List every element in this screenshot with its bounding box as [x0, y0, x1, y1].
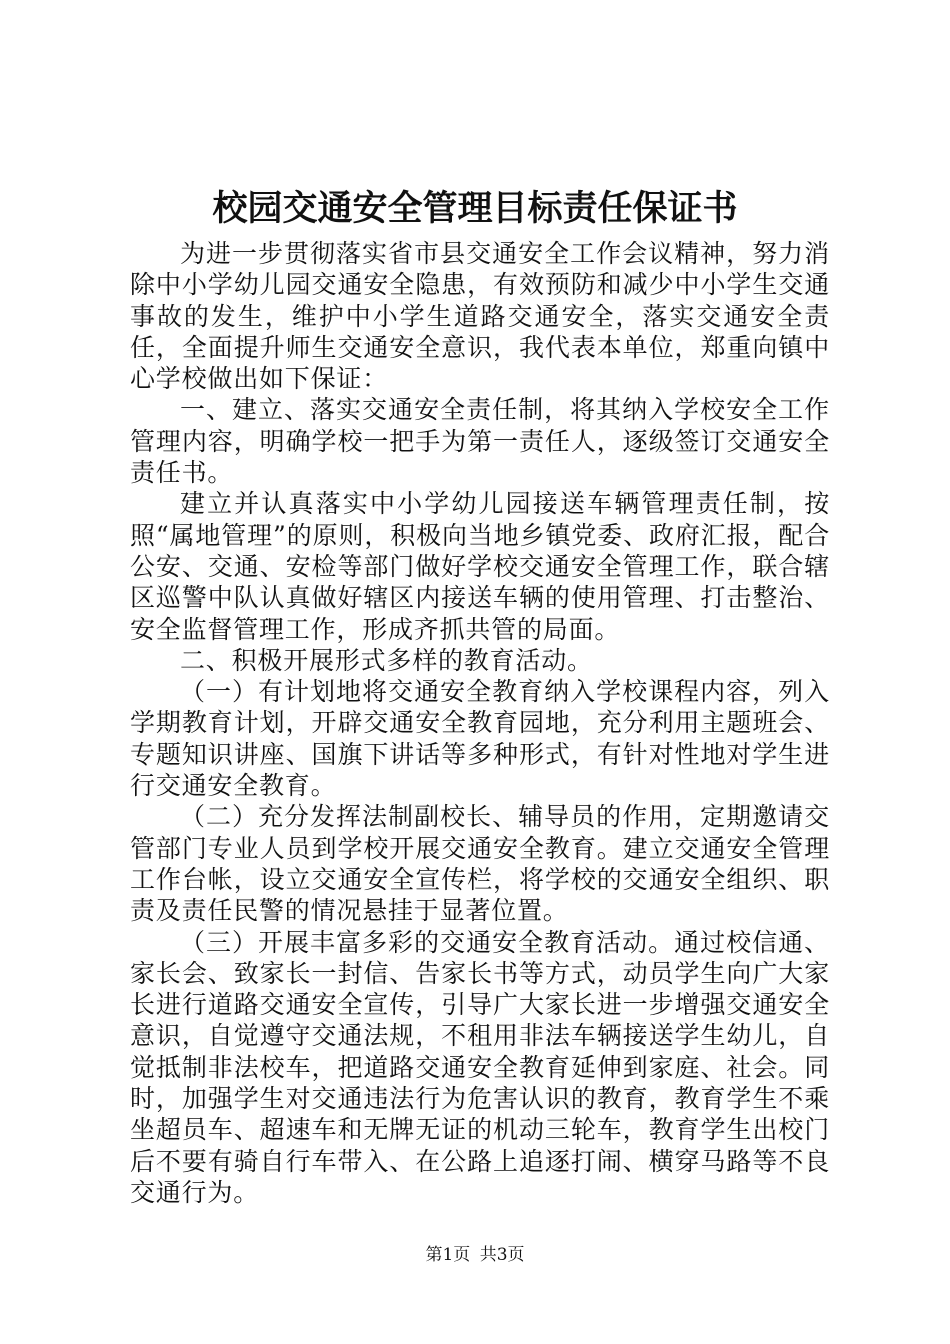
document-body: [130, 238, 830, 1208]
paragraph-section-2: 二、积极开展形式多样的教育活动。: [180, 645, 593, 675]
page-number-total: 共3页: [479, 1245, 525, 1265]
page-footer: [0, 1243, 950, 1267]
paragraph-section-1: 一、建立、落实交通安全责任制，将其纳入学校安全工作管理内容，明确学校一把手为第一责任人，逐级签订交通安全责任书。: [130, 395, 830, 488]
page-number-current: 第1页: [425, 1245, 471, 1265]
paragraph-section-1-detail: 建立并认真落实中小学幼儿园接送车辆管理责任制，按照“属地管理”的原则，积极向当地乡镇党委、政府汇报，配合公安、交通、安检等部门做好学校交通安全管理工作，联合辖区巡警中队认真做好辖区内接送车辆的使用管理、打击整治、安全监督管理工作，形成齐抓共管的局面。: [130, 489, 830, 644]
paragraph-intro: 为进一步贯彻落实省市县交通安全工作会议精神，努力消除中小学幼儿园交通安全隐患，有效预防和减少中小学生交通事故的发生，维护中小学生道路交通安全，落实交通安全责任，全面提升师生交通安全意识，我代表本单位，郑重向镇中心学校做出如下保证：: [130, 239, 830, 394]
paragraph-item-3: （三）开展丰富多彩的交通安全教育活动。通过校信通、家长会、致家长一封信、告家长书等方式，动员学生向广大家长进行道路交通安全宣传，引导广大家长进一步增强交通安全意识，自觉遵守交通法规，不租用非法车辆接送学生幼儿，自觉抵制非法校车，把道路交通安全教育延伸到家庭、社会。同时，加强学生对交通违法行为危害认识的教育，教育学生不乘坐超员车、超速车和无牌无证的机动三轮车，教育学生出校门后不要有骑自行车带入、在公路上追逐打闹、横穿马路等不良交通行为。: [130, 927, 830, 1207]
paragraph-item-2: （二）充分发挥法制副校长、辅导员的作用，定期邀请交管部门专业人员到学校开展交通安全教育。建立交通安全管理工作台帐，设立交通安全宣传栏，将学校的交通安全组织、职责及责任民警的情况悬挂于显著位置。: [130, 802, 830, 926]
paragraph-item-1: （一）有计划地将交通安全教育纳入学校课程内容，列入学期教育计划，开辟交通安全教育园地，充分利用主题班会、专题知识讲座、国旗下讲话等多种形式，有针对性地对学生进行交通安全教育。: [130, 677, 830, 801]
document-title: 校园交通安全管理目标责任保证书: [212, 188, 738, 229]
